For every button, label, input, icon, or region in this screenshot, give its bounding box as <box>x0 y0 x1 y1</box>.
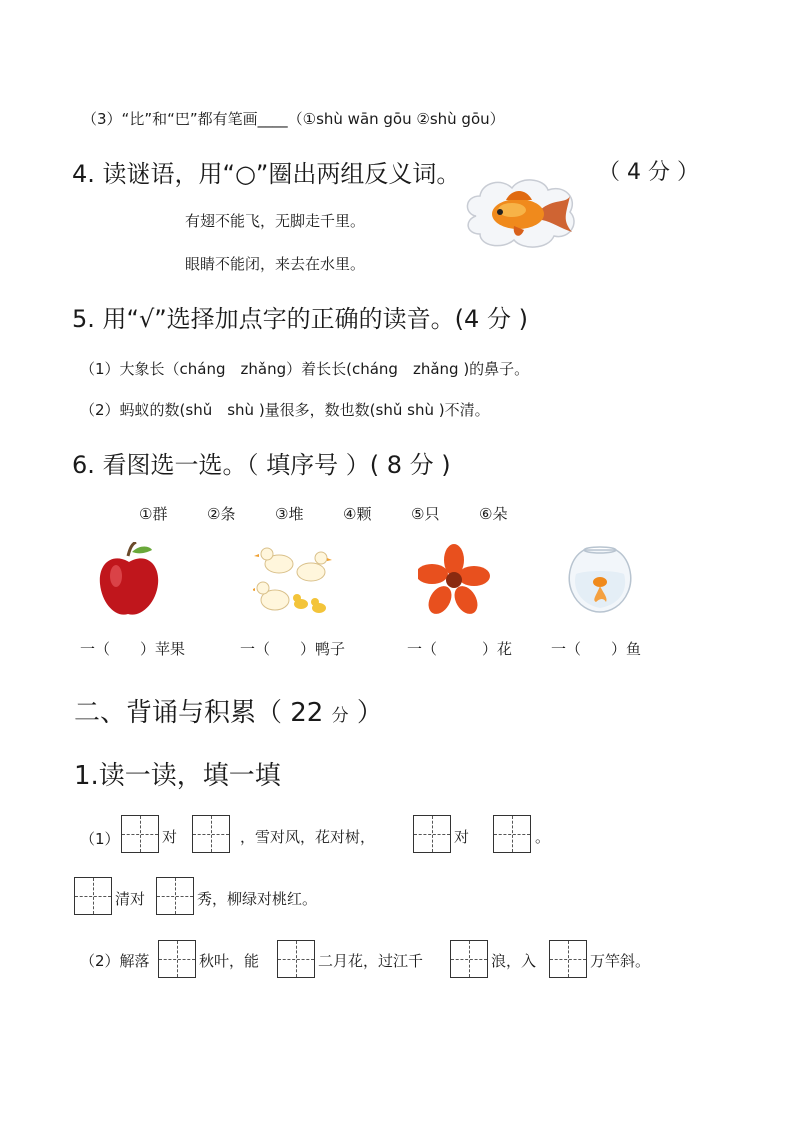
writing-grid-box[interactable] <box>158 940 196 978</box>
q4-riddle-line1: 有翅不能飞，无脚走千里。 <box>185 212 366 230</box>
section2-title <box>74 692 383 729</box>
s2q1-r1-end: 。 <box>535 828 551 846</box>
writing-grid-box[interactable] <box>549 940 587 978</box>
q5-item1: （1）大象长（cháng zhǎng）着长长(cháng zhǎng )的鼻子。 <box>80 360 530 378</box>
q5-item2: （2）蚂蚁的数(shǔ shù )量很多，数也数(shǔ shù )不清。 <box>80 401 490 419</box>
q6-blank-fish[interactable]: 一（ ）鱼 <box>551 640 642 658</box>
s2q1-r3-t4: 万竿斜。 <box>590 952 651 970</box>
goldfish-cloud-image <box>462 174 580 252</box>
q6-option: ④颗 <box>343 505 372 523</box>
q4-score: （ 4 分 ） <box>598 160 699 185</box>
s2q1-r1-dui2: 对 <box>454 828 470 846</box>
s2q1-title: 1.读一读，填一填 <box>74 761 281 791</box>
s2q1-r1-dui1: 对 <box>162 828 178 846</box>
q5-title: 5. 用“√”选择加点字的正确的读音。(4 分 ) <box>72 305 528 333</box>
s2q1-r3-label: （2）解落 <box>80 952 150 970</box>
writing-grid-box[interactable] <box>493 815 531 853</box>
writing-grid-box[interactable] <box>277 940 315 978</box>
q6-blank-flower[interactable]: 一（ ）花 <box>407 640 513 658</box>
section2-title-text: 二、背诵与积累（ 22 <box>74 698 332 728</box>
s2q1-r1-mid: ，雪对风，花对树， <box>240 828 376 846</box>
writing-grid-box[interactable] <box>156 877 194 915</box>
writing-grid-box[interactable] <box>74 877 112 915</box>
q6-title: 6. 看图选一选。（ 填序号 ）( 8 分 ) <box>72 451 451 479</box>
s2q1-r3-t2: 二月花，过江千 <box>318 952 424 970</box>
ducks-icon <box>253 542 333 620</box>
q6-blank-ducks[interactable]: 一（ ）鸭子 <box>240 640 346 658</box>
section2-title-unit: 分 <box>331 706 349 726</box>
s2q1-r2-qing: 清对 <box>115 890 146 908</box>
q6-option: ②条 <box>207 505 236 523</box>
fishbowl-icon <box>566 544 634 614</box>
q3-line: （3）“比”和“巴”都有笔画____（①shù wān gōu ②shù gōu） <box>82 110 505 128</box>
apple-icon <box>98 542 160 620</box>
q6-option: ⑤只 <box>411 505 440 523</box>
q4-title: 4. 读谜语，用“○”圈出两组反义词。 <box>72 160 461 188</box>
s2q1-r3-t3: 浪，入 <box>491 952 537 970</box>
q6-option: ③堆 <box>275 505 304 523</box>
section2-title-end: ） <box>348 698 383 728</box>
s2q1-r3-t1: 秋叶，能 <box>199 952 260 970</box>
q6-option: ⑥朵 <box>479 505 508 523</box>
flower-icon <box>418 544 490 616</box>
s2q1-r2-rest: 秀，柳绿对桃红。 <box>197 890 318 908</box>
q6-option: ①群 <box>139 505 168 523</box>
q6-blank-apple[interactable]: 一（ ）苹果 <box>80 640 186 658</box>
writing-grid-box[interactable] <box>121 815 159 853</box>
s2q1-r1-label: （1） <box>80 830 120 848</box>
writing-grid-box[interactable] <box>192 815 230 853</box>
writing-grid-box[interactable] <box>450 940 488 978</box>
q4-riddle-line2: 眼睛不能闭，来去在水里。 <box>185 255 366 273</box>
writing-grid-box[interactable] <box>413 815 451 853</box>
